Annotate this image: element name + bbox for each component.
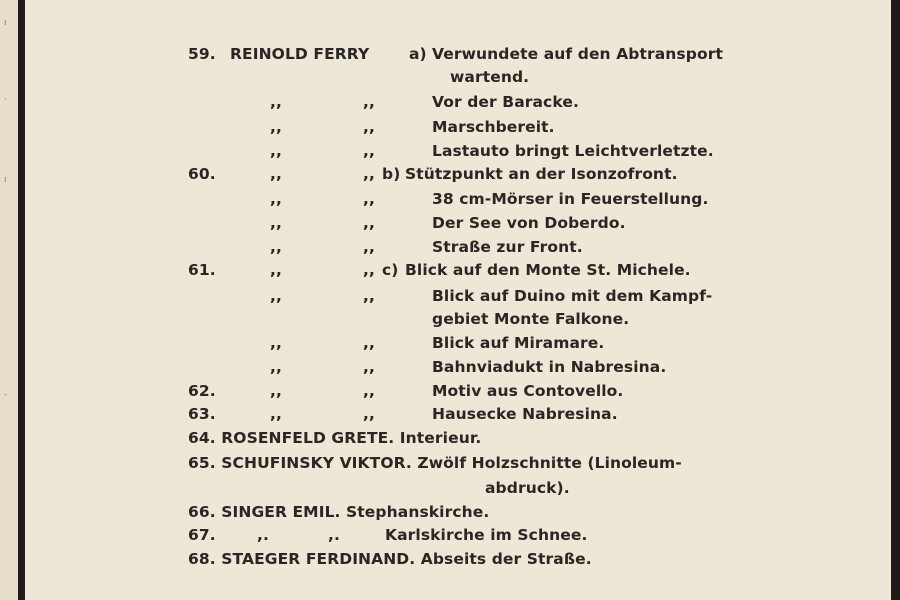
left-border-rule — [18, 0, 25, 600]
ditto-mark: ,, — [270, 358, 282, 376]
work-title: Lastauto bringt Leichtverletzte. — [432, 142, 714, 160]
ditto-mark: ,, — [270, 287, 282, 305]
entry-number: 67. — [188, 526, 216, 544]
ditto-mark: ,, — [270, 142, 282, 160]
ditto-mark: ,, — [270, 405, 282, 423]
work-title: Vor der Baracke. — [432, 93, 579, 111]
entry-number: 62. — [188, 382, 216, 400]
margin-mark: ı — [4, 175, 7, 185]
ditto-mark: ,, — [363, 287, 375, 305]
ditto-mark: ,, — [363, 382, 375, 400]
work-title: Der See von Doberdo. — [432, 214, 626, 232]
work-title: Marschbereit. — [432, 118, 555, 136]
ditto-mark: ,, — [270, 238, 282, 256]
ditto-mark: ,, — [270, 261, 282, 279]
ditto-mark: ,. — [257, 526, 269, 544]
entry-number: 59. — [188, 45, 216, 63]
ditto-mark: ,, — [363, 238, 375, 256]
ditto-mark: ,, — [363, 261, 375, 279]
entry-number: 61. — [188, 261, 216, 279]
left-page-margin — [0, 0, 18, 600]
entry-full-line: 66. SINGER EMIL. Stephanskirche. — [188, 503, 490, 521]
ditto-mark: ,, — [363, 190, 375, 208]
work-title: Stützpunkt an der Isonzofront. — [405, 165, 678, 183]
work-title: Blick auf Duino mit dem Kampf- — [432, 287, 713, 305]
series-letter: a) — [409, 45, 427, 63]
ditto-mark: ,, — [270, 93, 282, 111]
work-title: Blick auf den Monte St. Michele. — [405, 261, 691, 279]
margin-mark: · — [4, 95, 7, 105]
work-title: abdruck). — [485, 479, 570, 497]
ditto-mark: ,, — [363, 214, 375, 232]
ditto-mark: ,, — [363, 118, 375, 136]
entry-full-line: 64. ROSENFELD GRETE. Interieur. — [188, 429, 482, 447]
margin-mark: ı — [4, 18, 7, 28]
series-letter: c) — [382, 261, 399, 279]
ditto-mark: ,, — [363, 358, 375, 376]
work-title: Blick auf Miramare. — [432, 334, 605, 352]
work-title: Motiv aus Contovello. — [432, 382, 624, 400]
ditto-mark: ,, — [363, 334, 375, 352]
ditto-mark: ,, — [270, 214, 282, 232]
work-title: Bahnviadukt in Nabresina. — [432, 358, 667, 376]
ditto-mark: ,, — [270, 165, 282, 183]
ditto-mark: ,, — [363, 165, 375, 183]
ditto-mark: ,, — [363, 142, 375, 160]
right-border-rule — [891, 0, 900, 600]
work-title: Verwundete auf den Abtransport — [432, 45, 723, 63]
margin-mark: - — [4, 390, 8, 400]
ditto-mark: ,, — [270, 334, 282, 352]
ditto-mark: ,, — [270, 190, 282, 208]
entry-full-line: 65. SCHUFINSKY VIKTOR. Zwölf Holzschnitte (Linoleum- — [188, 454, 682, 472]
work-title: gebiet Monte Falkone. — [432, 310, 630, 328]
artist-name: REINOLD FERRY — [230, 45, 370, 63]
work-title: wartend. — [450, 68, 530, 86]
series-letter: b) — [382, 165, 401, 183]
ditto-mark: ,, — [270, 382, 282, 400]
work-title: Hausecke Nabresina. — [432, 405, 618, 423]
catalog-page — [25, 0, 891, 600]
entry-number: 63. — [188, 405, 216, 423]
ditto-mark: ,, — [270, 118, 282, 136]
work-title: Karlskirche im Schnee. — [385, 526, 588, 544]
ditto-mark: ,. — [328, 526, 340, 544]
entry-number: 60. — [188, 165, 216, 183]
work-title: Straße zur Front. — [432, 238, 583, 256]
entry-full-line: 68. STAEGER FERDINAND. Abseits der Straße. — [188, 550, 592, 568]
work-title: 38 cm-Mörser in Feuerstellung. — [432, 190, 709, 208]
ditto-mark: ,, — [363, 93, 375, 111]
ditto-mark: ,, — [363, 405, 375, 423]
